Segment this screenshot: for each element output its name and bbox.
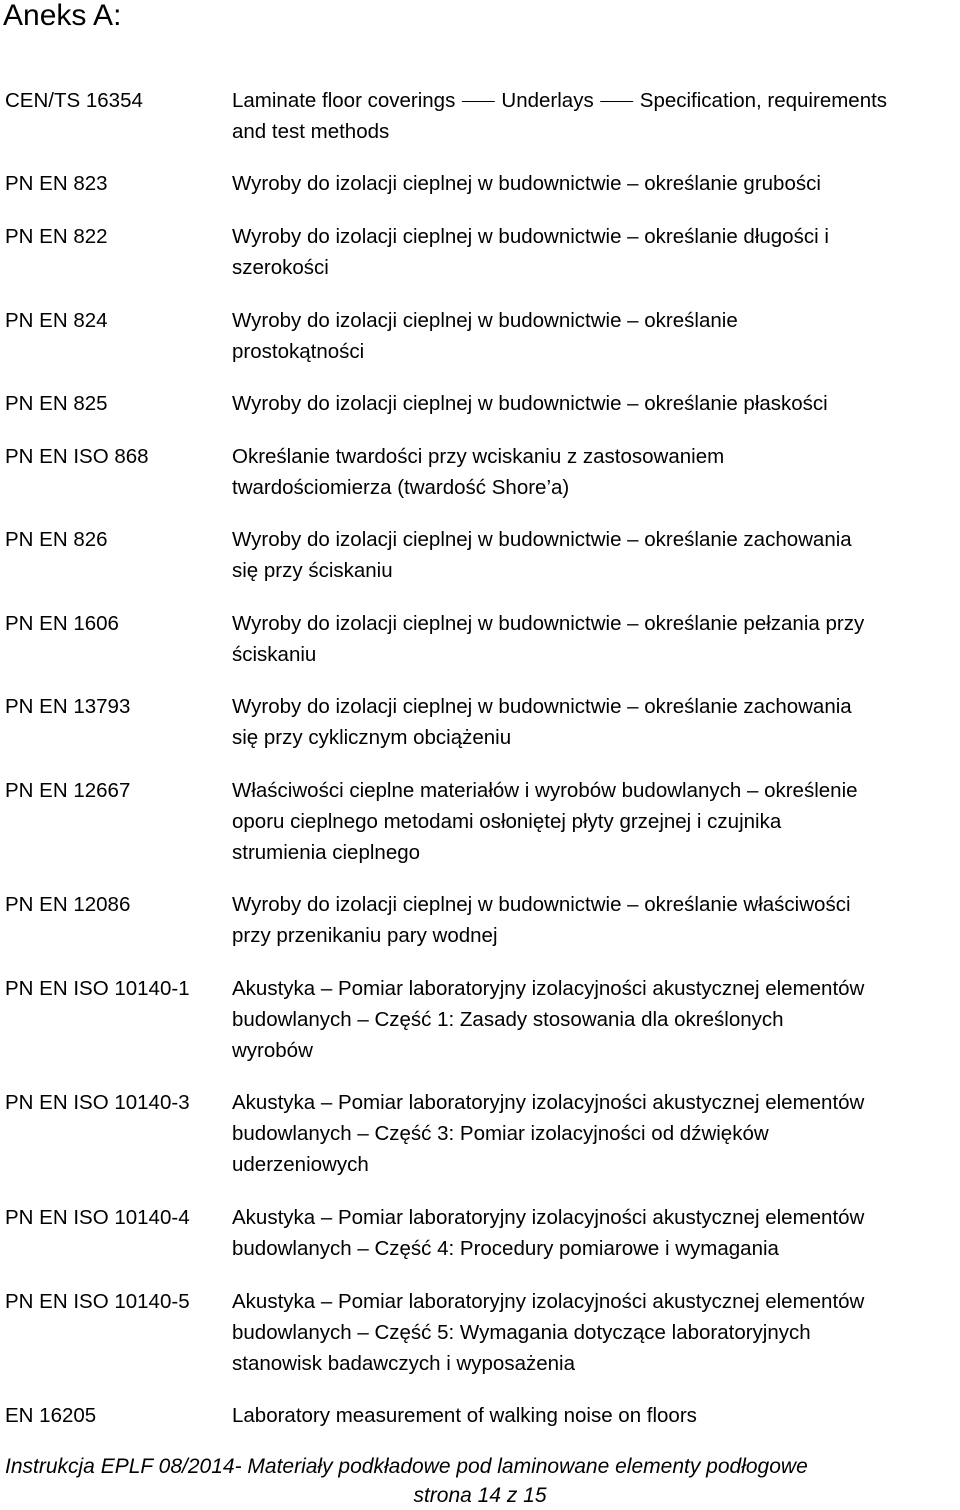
standard-code: PN EN ISO 10140-4 — [5, 1206, 190, 1229]
description-line: Wyroby do izolacji cieplnej w budownictwie – określanie — [232, 309, 738, 332]
description-line: ściskaniu — [232, 643, 317, 666]
standard-code: PN EN ISO 868 — [5, 445, 149, 468]
description-line: Wyroby do izolacji cieplnej w budownictwie – określanie długości i — [232, 225, 829, 248]
standard-description — [232, 221, 960, 283]
description-line: Laboratory measurement of walking noise on floors — [232, 1404, 697, 1427]
standard-code: PN EN ISO 10140-5 — [5, 1290, 190, 1313]
standard-code: PN EN ISO 10140-3 — [5, 1091, 190, 1114]
description-line: Wyroby do izolacji cieplnej w budownictwie – określanie grubości — [232, 172, 821, 195]
description-line: Wyroby do izolacji cieplnej w budownictwie – określanie płaskości — [232, 392, 828, 415]
standard-code: PN EN ISO 10140-1 — [5, 977, 190, 1000]
description-line: budowlanych – Część 1: Zasady stosowania dla określonych — [232, 1008, 784, 1031]
standard-description — [232, 168, 960, 199]
description-line: Akustyka – Pomiar laboratoryjny izolacyjności akustycznej elementów — [232, 1290, 865, 1313]
description-line: Wyroby do izolacji cieplnej w budownictwie – określanie właściwości — [232, 893, 851, 916]
standard-description — [232, 1087, 960, 1180]
standard-code: PN EN 13793 — [5, 695, 131, 718]
standard-description — [232, 973, 960, 1066]
standard-description — [232, 691, 960, 753]
standard-description — [232, 1286, 960, 1379]
description-line: twardościomierza (twardość Shore’a) — [232, 476, 570, 499]
footer-page-number: strona 14 z 15 — [413, 1484, 547, 1507]
description-line: Akustyka – Pomiar laboratoryjny izolacyjności akustycznej elementów — [232, 977, 865, 1000]
description-line: oporu cieplnego metodami osłoniętej płyty grzejnej i czujnika — [232, 810, 782, 833]
standard-code: PN EN 825 — [5, 392, 108, 415]
description-line: stanowisk badawczych i wyposażenia — [232, 1352, 575, 1375]
description-line: Laminate floor coverings ⸺ Underlays ⸺ Specification, requirements — [232, 89, 888, 112]
page-title: Aneks A: — [3, 0, 122, 32]
standard-description — [232, 305, 960, 367]
standard-description — [232, 608, 960, 670]
standard-description — [232, 889, 960, 951]
standard-code: PN EN 1606 — [5, 612, 119, 635]
description-line: się przy ściskaniu — [232, 559, 393, 582]
standard-description — [232, 1400, 960, 1431]
description-line: budowlanych – Część 3: Pomiar izolacyjności od dźwięków — [232, 1122, 769, 1145]
standard-code: PN EN 826 — [5, 528, 108, 551]
standard-description — [232, 85, 960, 147]
standard-description — [232, 388, 960, 419]
description-line: strumienia cieplnego — [232, 841, 421, 864]
description-line: Akustyka – Pomiar laboratoryjny izolacyjności akustycznej elementów — [232, 1091, 865, 1114]
description-line: przy przenikaniu pary wodnej — [232, 924, 498, 947]
standard-code: PN EN 823 — [5, 172, 108, 195]
description-line: Wyroby do izolacji cieplnej w budownictwie – określanie pełzania przy — [232, 612, 865, 635]
standard-code: PN EN 12086 — [5, 893, 131, 916]
description-line: Właściwości cieplne materiałów i wyrobów budowlanych – określenie — [232, 779, 858, 802]
description-line: szerokości — [232, 256, 329, 279]
description-line: budowlanych – Część 4: Procedury pomiarowe i wymagania — [232, 1237, 779, 1260]
standard-description — [232, 441, 960, 503]
standard-code: EN 16205 — [5, 1404, 97, 1427]
standard-description — [232, 775, 960, 868]
standard-code: PN EN 822 — [5, 225, 108, 248]
description-line: uderzeniowych — [232, 1153, 369, 1176]
description-line: Wyroby do izolacji cieplnej w budownictwie – określanie zachowania — [232, 695, 852, 718]
standard-code: PN EN 824 — [5, 309, 108, 332]
description-line: Określanie twardości przy wciskaniu z zastosowaniem — [232, 445, 725, 468]
description-line: and test methods — [232, 120, 390, 143]
description-line: się przy cyklicznym obciążeniu — [232, 726, 512, 749]
description-line: budowlanych – Część 5: Wymagania dotyczące laboratoryjnych — [232, 1321, 811, 1344]
description-line: Akustyka – Pomiar laboratoryjny izolacyjności akustycznej elementów — [232, 1206, 865, 1229]
description-line: prostokątności — [232, 340, 365, 363]
standard-description — [232, 524, 960, 586]
standard-code: CEN/TS 16354 — [5, 89, 143, 112]
description-line: Wyroby do izolacji cieplnej w budownictwie – określanie zachowania — [232, 528, 852, 551]
description-line: wyrobów — [232, 1039, 313, 1062]
footer-document-title: Instrukcja EPLF 08/2014- Materiały podkładowe pod laminowane elementy podłogowe — [5, 1455, 808, 1478]
standard-code: PN EN 12667 — [5, 779, 131, 802]
standard-description — [232, 1202, 960, 1264]
